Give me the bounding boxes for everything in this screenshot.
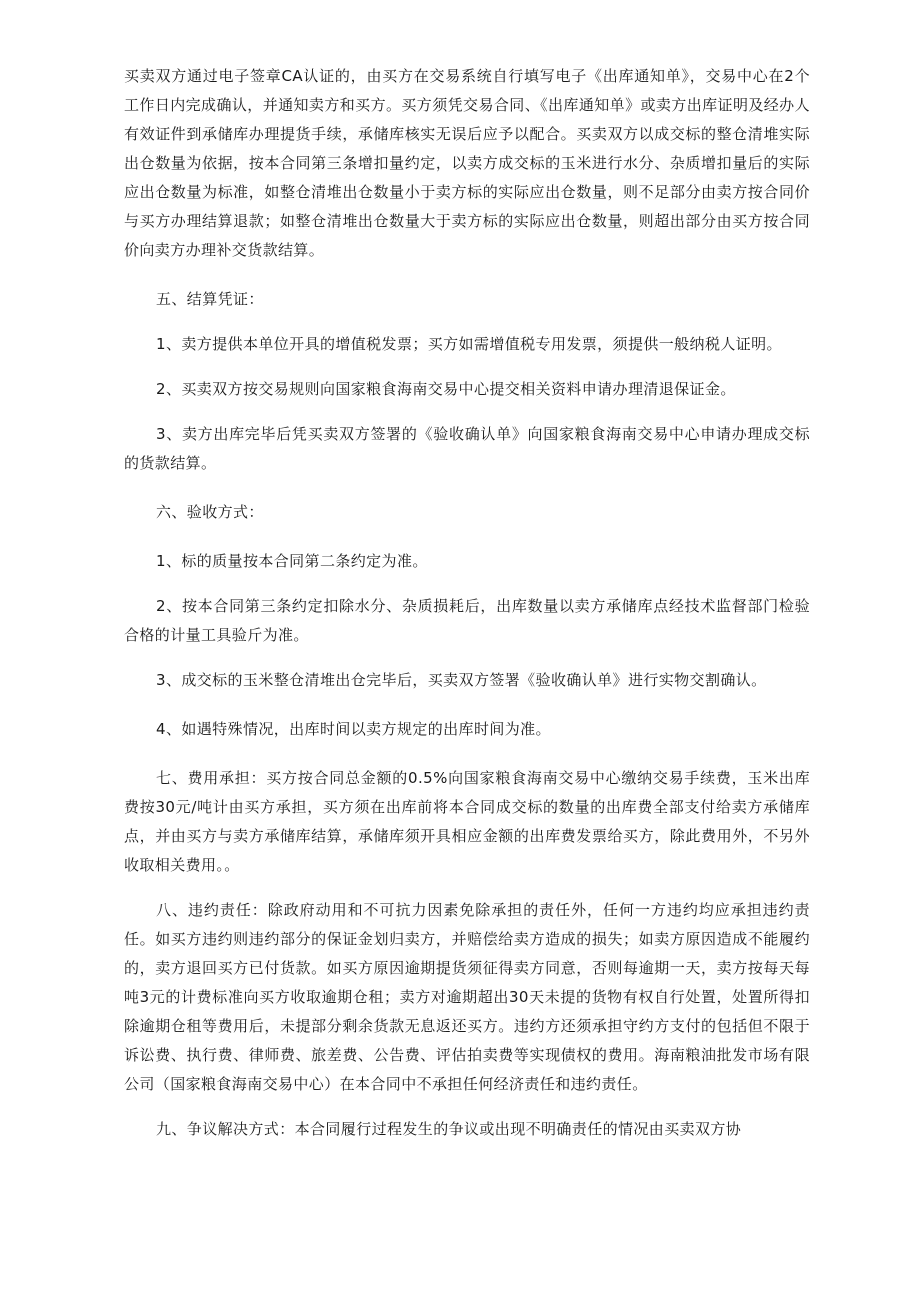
paragraph-fees: 七、费用承担：买方按合同总金额的0.5%向国家粮食海南交易中心缴纳交易手续费，玉米出库费按30元/吨计由买方承担，买方须在出库前将本合同成交标的数量的出库费全部支付给卖方承储库点，并由买方与卖方承储库结算，承储库须开具相应金额的出库费发票给买方，除此费用外，不另外收取相关费用。。	[124, 769, 810, 874]
section-heading-acceptance: 六、验收方式：	[156, 503, 264, 521]
paragraph-settlement-2: 2、买卖双方按交易规则向国家粮食海南交易中心提交相关资料申请办理清退保证金。	[156, 380, 736, 398]
paragraph-settlement-3: 3、卖方出库完毕后凭买卖双方签署的《验收确认单》向国家粮食海南交易中心申请办理成交标的货款结算。	[124, 425, 810, 472]
paragraph-acceptance-1: 1、标的质量按本合同第二条约定为准。	[156, 552, 428, 570]
paragraph-acceptance-3: 3、成交标的玉米整仓清堆出仓完毕后，买卖双方签署《验收确认单》进行实物交割确认。	[156, 671, 767, 689]
document-page	[124, 0, 810, 1144]
paragraph-dispute: 九、争议解决方式：本合同履行过程发生的争议或出现不明确责任的情况由买卖双方协	[156, 1120, 742, 1138]
paragraph-acceptance-2: 2、按本合同第三条约定扣除水分、杂质损耗后，出库数量以卖方承储库点经技术监督部门检验合格的计量工具验斤为准。	[124, 597, 810, 644]
paragraph-delivery-procedure: 买卖双方通过电子签章CA认证的，由买方在交易系统自行填写电子《出库通知单》，交易中心在2个工作日内完成确认，并通知卖方和买方。买方须凭交易合同、《出库通知单》或卖方出库证明及经办人有效证件到承储库办理提货手续，承储库核实无误后应予以配合。买卖双方以成交标的整仓清堆实际出仓数量为依据，按本合同第三条增扣量约定，以卖方成交标的玉米进行水分、杂质增扣量后的实际应出仓数量为标准，如整仓清堆出仓数量小于卖方标的实际应出仓数量，则不足部分由卖方按合同价与买方办理结算退款；如整仓清堆出仓数量大于卖方标的实际应出仓数量，则超出部分由买方按合同价向卖方办理补交货款结算。	[124, 67, 810, 259]
section-heading-settlement: 五、结算凭证：	[156, 290, 264, 308]
paragraph-settlement-1: 1、卖方提供本单位开具的增值税发票；买方如需增值税专用发票，须提供一般纳税人证明。	[156, 335, 782, 353]
paragraph-acceptance-4: 4、如遇特殊情况，出库时间以卖方规定的出库时间为准。	[156, 720, 551, 738]
paragraph-liability: 八、违约责任：除政府动用和不可抗力因素免除承担的责任外，任何一方违约均应承担违约责任。如买方违约则违约部分的保证金划归卖方，并赔偿给卖方造成的损失；如卖方原因造成不能履约的，卖方退回买方已付货款。如买方原因逾期提货须征得卖方同意，否则每逾期一天，卖方按每天每吨3元的计费标准向买方收取逾期仓租；卖方对逾期超出30天未提的货物有权自行处置，处置所得扣除逾期仓租等费用后，未提部分剩余货款无息返还买方。违约方还须承担守约方支付的包括但不限于诉讼费、执行费、律师费、旅差费、公告费、评估拍卖费等实现债权的费用。海南粮油批发市场有限公司（国家粮食海南交易中心）在本合同中不承担任何经济责任和违约责任。	[124, 901, 810, 1093]
